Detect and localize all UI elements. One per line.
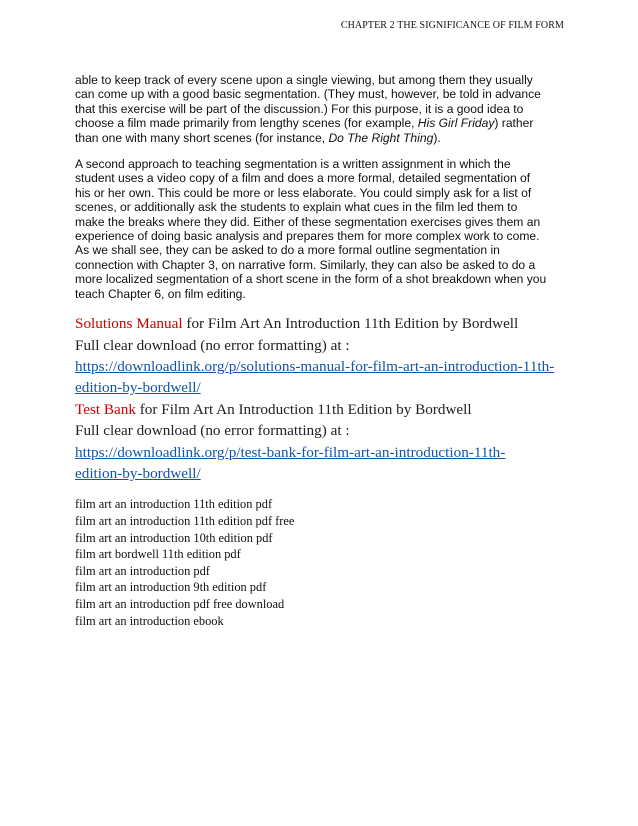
text-run: choose a film made primarily from lengthy scenes (for example, — [75, 116, 418, 131]
link-line: edition-by-bordwell/ — [75, 379, 201, 397]
text-line: connection with Chapter 3, on narrative form. Similarly, they can also be asked to do a — [75, 257, 536, 272]
page-body — [75, 73, 575, 629]
text-run: ) rather — [494, 116, 534, 131]
download-promo — [75, 313, 575, 484]
text-line — [75, 131, 575, 145]
text-line: scenes, or additionally ask the students to explain what cues in the film led them to — [75, 200, 518, 215]
film-title-his-girl-friday: His Girl Friday — [417, 116, 495, 131]
text-run: than one with many short scenes (for instance, — [75, 130, 329, 145]
text-line — [75, 116, 575, 130]
keyword-item: film art an introduction 11th edition pdf — [75, 497, 273, 512]
test-bank-label: Test Bank — [75, 400, 136, 418]
text-line: A second approach to teaching segmentation is a written assignment in which the — [75, 157, 511, 172]
text-line: As we shall see, they can be asked to do a more formal outline segmentation in — [75, 243, 500, 258]
solutions-manual-label: Solutions Manual — [75, 315, 183, 333]
keyword-item: film art an introduction pdf — [75, 563, 210, 578]
text-line: able to keep track of every scene upon a single viewing, but among them they usually — [75, 73, 533, 87]
paragraph-segmentation-viewing — [75, 73, 575, 145]
text-line: teach Chapter 6, on film editing. — [75, 286, 246, 301]
running-header: CHAPTER 2 THE SIGNIFICANCE OF FILM FORM — [340, 20, 564, 31]
test-bank-download-note: Full clear download (no error formatting) at : — [75, 422, 350, 440]
text-line: student uses a video copy of a film and does a more formal, detailed segmentation of — [75, 171, 531, 186]
text-run: ). — [433, 130, 441, 145]
text-line: more localized segmentation of a short scene in the form of a shot breakdown when you — [75, 272, 547, 287]
keyword-item: film art an introduction 11th edition pdf free — [75, 513, 295, 528]
test-bank-link[interactable] — [75, 442, 575, 485]
keyword-item: film art bordwell 11th edition pdf — [75, 547, 241, 562]
keyword-list — [75, 496, 575, 629]
keyword-item: film art an introduction pdf free download — [75, 596, 285, 611]
solutions-manual-title: for Film Art An Introduction 11th Edition by Bordwell — [182, 315, 519, 333]
test-bank-title: for Film Art An Introduction 11th Edition by Bordwell — [135, 400, 472, 418]
link-line: https://downloadlink.org/p/test-bank-for-film-art-an-introduction-11th- — [75, 443, 506, 461]
test-bank-heading — [75, 399, 575, 420]
link-line: edition-by-bordwell/ — [75, 464, 201, 482]
keyword-item: film art an introduction 9th edition pdf — [75, 580, 267, 595]
text-line: make the breaks where they did. Either of these segmentation exercises gives them an — [75, 214, 541, 229]
text-line: that this exercise will be part of the discussion.) For this purpose, it is a good idea to — [75, 101, 524, 116]
text-line: his or her own. This could be more or less elaborate. You could simply ask for a list of — [75, 185, 532, 200]
keyword-item: film art an introduction ebook — [75, 613, 224, 628]
text-line: can come up with a good basic segmentation. (They must, however, be told in advance — [75, 87, 541, 102]
paragraph-written-assignment — [75, 157, 575, 301]
keyword-item: film art an introduction 10th edition pdf — [75, 530, 273, 545]
solutions-manual-link[interactable] — [75, 356, 575, 399]
solutions-download-note: Full clear download (no error formatting) at : — [75, 336, 350, 354]
text-line: experience of doing basic analysis and prepares them for more complex work to come. — [75, 229, 540, 244]
link-line: https://downloadlink.org/p/solutions-manual-for-film-art-an-introduction-11th- — [75, 357, 555, 375]
solutions-manual-heading — [75, 313, 575, 334]
film-title-do-the-right-thing: Do The Right Thing — [328, 130, 434, 145]
